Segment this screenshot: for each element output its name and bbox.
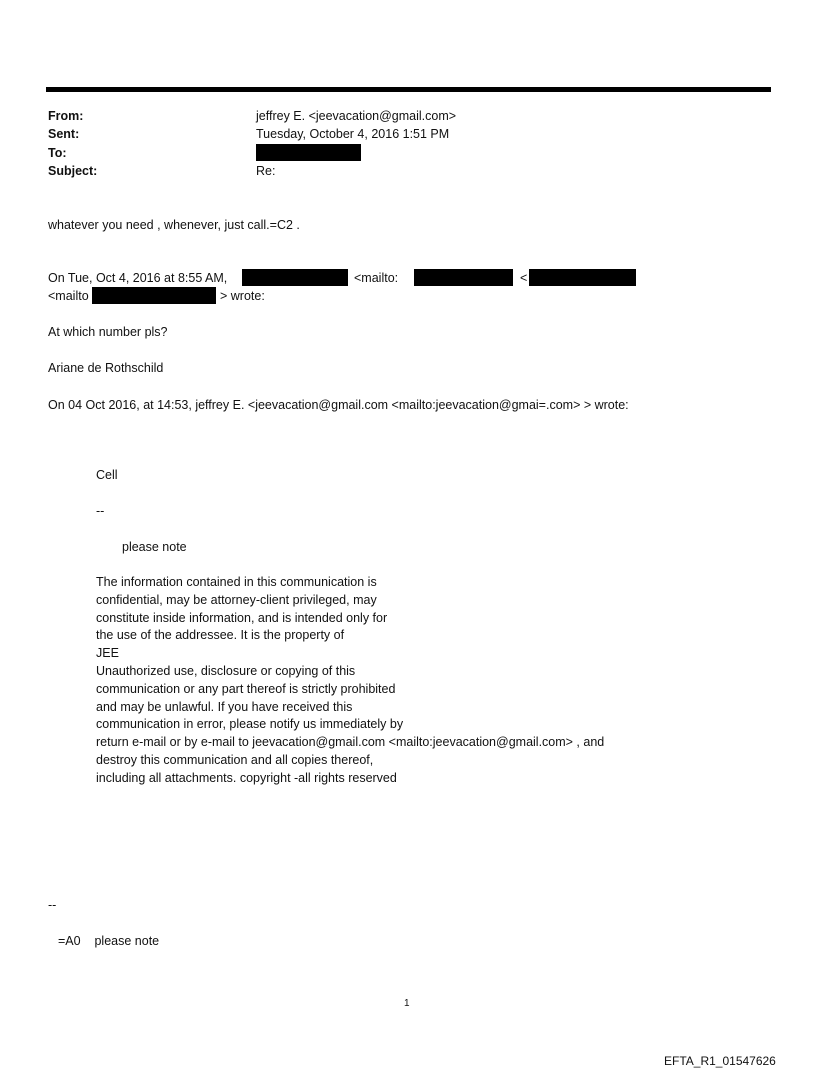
disclaimer-line: the use of the addressee. It is the property of [96,628,345,643]
quote1-lt: < [520,271,528,285]
disclaimer [96,574,604,788]
subject-label: Subject: [48,164,98,178]
footer-note: =A0 please note [58,934,160,948]
footer-dashes: -- [48,898,57,912]
header-rule [46,87,771,92]
disclaimer-line: communication in error, please notify us immediately by [96,717,404,732]
quote1-email3-redaction [92,287,216,304]
disclaimer-line: including all attachments. copyright -all rights reserved [96,770,397,785]
quote1-wrote: > wrote: [220,289,265,303]
disclaimer-line: constitute inside information, and is intended only for [96,610,388,625]
quote1-prefix: On Tue, Oct 4, 2016 at 8:55 AM, [48,271,228,285]
disclaimer-line: JEE [96,646,119,661]
disclaimer-line: confidential, may be attorney-client privileged, may [96,592,377,607]
disclaimer-line: communication or any part thereof is strictly prohibited [96,681,396,696]
quote1-name-redaction [242,269,348,286]
quote2-line: On 04 Oct 2016, at 14:53, jeffrey E. <jeevacation@gmail.com <mailto:jeevacation@gmai=.com> > wrote: [48,398,629,412]
from-value: jeffrey E. <jeevacation@gmail.com> [256,109,457,123]
quote1-email2-redaction [529,269,636,286]
disclaimer-line: and may be unlawful. If you have received this [96,699,353,714]
quote1-mailto: <mailto: [354,271,399,285]
question-line: At which number pls? [48,325,168,339]
sent-label: Sent: [48,127,80,141]
quote1-mailto2: <mailto [48,289,89,303]
cell-line: Cell [96,468,118,482]
page-number: 1 [404,998,410,1009]
disclaimer-line: The information contained in this communication is [96,575,377,589]
to-redaction [256,144,361,161]
to-label: To: [48,146,67,160]
subject-value: Re: [256,164,276,178]
sent-value: Tuesday, October 4, 2016 1:51 PM [256,127,450,141]
signature: Ariane de Rothschild [48,361,164,375]
from-label: From: [48,109,84,123]
disclaimer-line: Unauthorized use, disclosure or copying of this [96,663,356,678]
document-id: EFTA_R1_01547626 [664,1054,776,1068]
disclaimer-line: return e-mail or by e-mail to jeevacation@gmail.com <mailto:jeevacation@gmail.com> , and [96,735,605,750]
reply-line: whatever you need , whenever, just call.=C2 . [48,218,300,232]
disclaimer-line: destroy this communication and all copies thereof, [96,752,374,767]
please-note: please note [122,540,187,554]
quote1-email-redaction [414,269,513,286]
inner-dashes: -- [96,504,105,518]
